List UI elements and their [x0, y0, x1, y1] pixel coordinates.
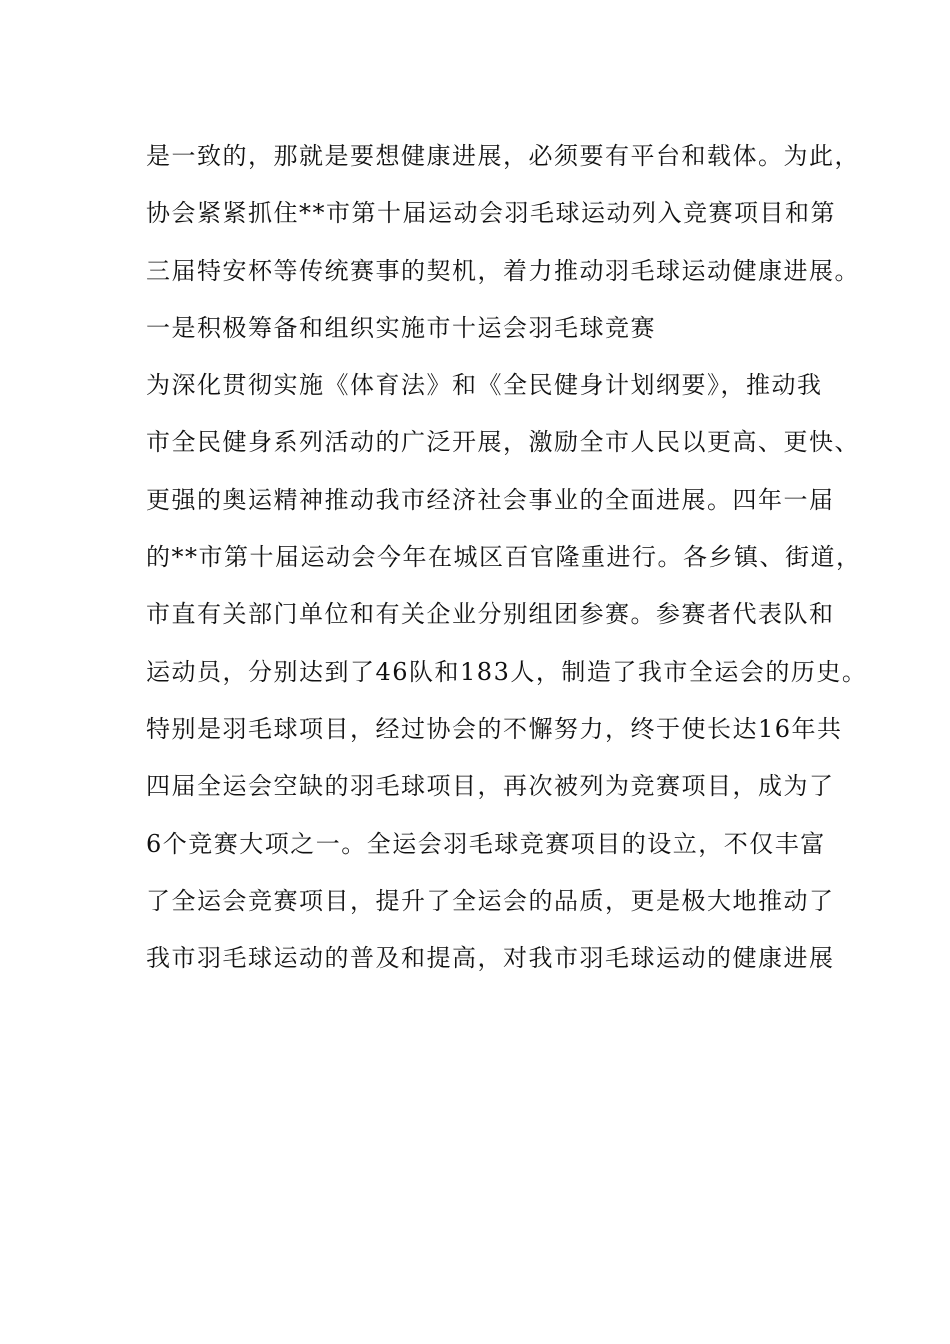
text-line-14: 了全运会竞赛项目，提升了全运会的品质，更是极大地推动了: [146, 886, 835, 915]
text-line-10: 运动员，分别达到了46队和183人，制造了我市全运会的历史。: [146, 657, 868, 686]
text-line-15: 我市羽毛球运动的普及和提高，对我市羽毛球运动的健康进展: [146, 944, 835, 973]
text-line-6: 市全民健身系列活动的广泛开展，激励全市人民以更高、更快、: [146, 428, 860, 457]
text-line-7: 更强的奥运精神推动我市经济社会事业的全面进展。四年一届: [146, 485, 835, 514]
text-line-8: 的**市第十届运动会今年在城区百官隆重进行。各乡镇、街道，: [146, 543, 862, 572]
text-line-12: 四届全运会空缺的羽毛球项目，再次被列为竞赛项目，成为了: [146, 772, 835, 801]
text-line-2: 协会紧紧抓住**市第十届运动会羽毛球运动列入竞赛项目和第: [146, 199, 836, 228]
text-line-9: 市直有关部门单位和有关企业分别组团参赛。参赛者代表队和: [146, 600, 835, 629]
text-line-13: 6个竞赛大项之一。全运会羽毛球竞赛项目的设立，不仅丰富: [146, 829, 826, 858]
text-line-3: 三届特安杯等传统赛事的契机，着力推动羽毛球运动健康进展。: [146, 256, 860, 285]
text-line-11: 特别是羽毛球项目，经过协会的不懈努力，终于使长达16年共: [146, 714, 843, 743]
text-line-5: 为深化贯彻实施《体育法》和《全民健身计划纲要》，推动我: [146, 371, 823, 400]
body-text: [146, 128, 868, 987]
text-line-1: 是一致的，那就是要想健康进展，必须要有平台和载体。为此，: [146, 142, 860, 170]
section-heading: 一是积极筹备和组织实施市十运会羽毛球竞赛: [146, 313, 656, 342]
